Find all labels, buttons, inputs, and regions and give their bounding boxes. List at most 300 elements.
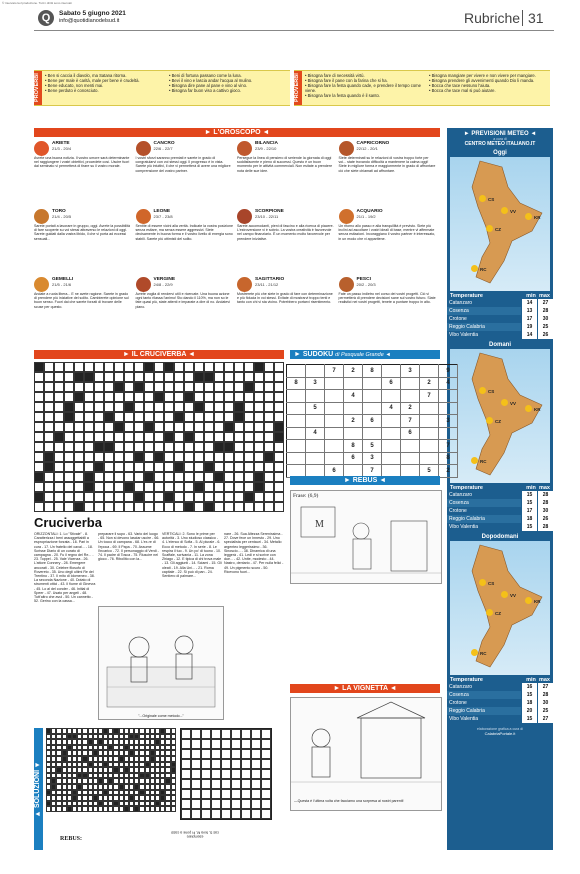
crossword-cell[interactable] xyxy=(64,372,74,382)
crossword-cell[interactable] xyxy=(224,412,234,422)
crossword-cell[interactable] xyxy=(94,452,104,462)
sudoku-cell[interactable] xyxy=(325,452,344,465)
crossword-cell[interactable] xyxy=(184,462,194,472)
crossword-cell[interactable] xyxy=(34,452,44,462)
crossword-cell[interactable] xyxy=(214,412,224,422)
crossword-cell[interactable] xyxy=(244,452,254,462)
sudoku-cell[interactable]: 4 xyxy=(306,427,325,440)
crossword-cell[interactable] xyxy=(164,462,174,472)
sudoku-cell[interactable] xyxy=(439,427,458,440)
crossword-cell[interactable] xyxy=(144,412,154,422)
crossword-cell[interactable] xyxy=(234,492,244,502)
crossword-cell[interactable] xyxy=(44,472,54,482)
sudoku-cell[interactable] xyxy=(420,452,439,465)
crossword-cell[interactable] xyxy=(194,362,204,372)
crossword-cell[interactable] xyxy=(274,372,284,382)
crossword-cell[interactable] xyxy=(234,452,244,462)
crossword-cell[interactable] xyxy=(224,502,234,512)
crossword-cell[interactable] xyxy=(254,412,264,422)
sudoku-cell[interactable] xyxy=(287,402,306,415)
crossword-cell[interactable] xyxy=(254,442,264,452)
crossword-cell[interactable] xyxy=(164,452,174,462)
crossword-cell[interactable] xyxy=(134,502,144,512)
crossword-cell[interactable] xyxy=(134,482,144,492)
sudoku-cell[interactable] xyxy=(287,427,306,440)
crossword-cell[interactable] xyxy=(224,362,234,372)
crossword-cell[interactable] xyxy=(194,392,204,402)
crossword-cell[interactable] xyxy=(174,362,184,372)
crossword-cell[interactable] xyxy=(234,362,244,372)
crossword-cell[interactable] xyxy=(44,392,54,402)
crossword-cell[interactable] xyxy=(84,492,94,502)
crossword-grid[interactable] xyxy=(34,362,284,512)
crossword-cell[interactable] xyxy=(114,442,124,452)
crossword-cell[interactable] xyxy=(64,492,74,502)
crossword-cell[interactable] xyxy=(34,372,44,382)
crossword-cell[interactable] xyxy=(164,412,174,422)
crossword-cell[interactable] xyxy=(264,492,274,502)
crossword-cell[interactable] xyxy=(114,392,124,402)
sudoku-cell[interactable] xyxy=(325,377,344,390)
sudoku-cell[interactable] xyxy=(420,415,439,428)
sudoku-cell[interactable]: 6 xyxy=(401,427,420,440)
crossword-cell[interactable] xyxy=(124,382,134,392)
crossword-cell[interactable] xyxy=(124,422,134,432)
crossword-cell[interactable] xyxy=(114,462,124,472)
sudoku-cell[interactable] xyxy=(344,427,363,440)
header-email[interactable]: info@quotidianodelsud.it xyxy=(59,18,120,24)
crossword-cell[interactable] xyxy=(144,402,154,412)
crossword-cell[interactable] xyxy=(214,432,224,442)
crossword-cell[interactable] xyxy=(234,482,244,492)
sudoku-cell[interactable] xyxy=(439,402,458,415)
crossword-cell[interactable] xyxy=(274,462,284,472)
crossword-cell[interactable] xyxy=(244,502,254,512)
crossword-cell[interactable] xyxy=(104,422,114,432)
crossword-cell[interactable] xyxy=(64,382,74,392)
crossword-cell[interactable] xyxy=(84,402,94,412)
sudoku-cell[interactable] xyxy=(363,377,382,390)
crossword-cell[interactable] xyxy=(194,412,204,422)
crossword-cell[interactable] xyxy=(154,412,164,422)
crossword-cell[interactable] xyxy=(274,502,284,512)
crossword-cell[interactable] xyxy=(214,362,224,372)
sudoku-cell[interactable] xyxy=(382,415,401,428)
crossword-cell[interactable] xyxy=(74,412,84,422)
crossword-cell[interactable] xyxy=(184,412,194,422)
crossword-cell[interactable] xyxy=(264,392,274,402)
crossword-cell[interactable] xyxy=(74,442,84,452)
crossword-cell[interactable] xyxy=(44,422,54,432)
crossword-cell[interactable] xyxy=(164,372,174,382)
crossword-cell[interactable] xyxy=(54,362,64,372)
crossword-cell[interactable] xyxy=(244,442,254,452)
crossword-cell[interactable] xyxy=(234,472,244,482)
crossword-cell[interactable] xyxy=(134,462,144,472)
crossword-cell[interactable] xyxy=(74,482,84,492)
sudoku-cell[interactable] xyxy=(401,377,420,390)
sudoku-cell[interactable] xyxy=(344,402,363,415)
crossword-cell[interactable] xyxy=(274,402,284,412)
crossword-cell[interactable] xyxy=(54,372,64,382)
crossword-cell[interactable] xyxy=(194,492,204,502)
sudoku-cell[interactable]: 3 xyxy=(306,377,325,390)
crossword-cell[interactable] xyxy=(224,372,234,382)
crossword-cell[interactable] xyxy=(174,382,184,392)
crossword-cell[interactable] xyxy=(164,482,174,492)
crossword-cell[interactable] xyxy=(254,372,264,382)
sudoku-cell[interactable]: 8 xyxy=(363,365,382,378)
sudoku-cell[interactable] xyxy=(306,440,325,453)
crossword-cell[interactable] xyxy=(134,472,144,482)
sudoku-cell[interactable]: 7 xyxy=(420,390,439,403)
crossword-cell[interactable] xyxy=(54,482,64,492)
crossword-cell[interactable] xyxy=(124,502,134,512)
sudoku-cell[interactable] xyxy=(287,440,306,453)
sudoku-cell[interactable] xyxy=(420,402,439,415)
crossword-cell[interactable] xyxy=(184,452,194,462)
crossword-cell[interactable] xyxy=(34,462,44,472)
crossword-cell[interactable] xyxy=(174,372,184,382)
crossword-cell[interactable] xyxy=(104,492,114,502)
sudoku-cell[interactable]: 4 xyxy=(439,377,458,390)
crossword-cell[interactable] xyxy=(204,492,214,502)
crossword-cell[interactable] xyxy=(264,412,274,422)
sudoku-cell[interactable]: 7 xyxy=(401,415,420,428)
crossword-cell[interactable] xyxy=(174,442,184,452)
sudoku-cell[interactable]: 6 xyxy=(325,465,344,478)
crossword-cell[interactable] xyxy=(194,502,204,512)
crossword-cell[interactable] xyxy=(54,442,64,452)
crossword-cell[interactable] xyxy=(134,442,144,452)
crossword-cell[interactable] xyxy=(194,382,204,392)
crossword-cell[interactable] xyxy=(174,492,184,502)
crossword-cell[interactable] xyxy=(194,442,204,452)
crossword-cell[interactable] xyxy=(54,502,64,512)
crossword-cell[interactable] xyxy=(74,432,84,442)
crossword-cell[interactable] xyxy=(64,432,74,442)
crossword-cell[interactable] xyxy=(264,432,274,442)
crossword-cell[interactable] xyxy=(104,452,114,462)
crossword-cell[interactable] xyxy=(64,472,74,482)
sudoku-cell[interactable] xyxy=(439,390,458,403)
crossword-cell[interactable] xyxy=(184,442,194,452)
sudoku-cell[interactable] xyxy=(306,365,325,378)
crossword-cell[interactable] xyxy=(254,432,264,442)
crossword-cell[interactable] xyxy=(164,502,174,512)
crossword-cell[interactable] xyxy=(44,412,54,422)
crossword-cell[interactable] xyxy=(224,472,234,482)
crossword-cell[interactable] xyxy=(84,432,94,442)
crossword-cell[interactable] xyxy=(104,462,114,472)
crossword-cell[interactable] xyxy=(54,462,64,472)
crossword-cell[interactable] xyxy=(64,442,74,452)
crossword-cell[interactable] xyxy=(244,362,254,372)
crossword-cell[interactable] xyxy=(274,392,284,402)
crossword-cell[interactable] xyxy=(74,402,84,412)
crossword-cell[interactable] xyxy=(234,392,244,402)
sudoku-cell[interactable]: 8 xyxy=(344,440,363,453)
sudoku-cell[interactable]: 3 xyxy=(401,365,420,378)
crossword-cell[interactable] xyxy=(44,502,54,512)
crossword-cell[interactable] xyxy=(204,412,214,422)
crossword-cell[interactable] xyxy=(124,412,134,422)
crossword-cell[interactable] xyxy=(204,482,214,492)
sudoku-cell[interactable]: 7 xyxy=(439,440,458,453)
crossword-cell[interactable] xyxy=(214,462,224,472)
crossword-cell[interactable] xyxy=(44,482,54,492)
crossword-cell[interactable] xyxy=(194,432,204,442)
crossword-cell[interactable] xyxy=(144,432,154,442)
sudoku-cell[interactable]: 9 xyxy=(439,365,458,378)
sudoku-cell[interactable] xyxy=(287,415,306,428)
sudoku-cell[interactable] xyxy=(287,452,306,465)
crossword-cell[interactable] xyxy=(34,442,44,452)
crossword-cell[interactable] xyxy=(94,422,104,432)
crossword-cell[interactable] xyxy=(204,362,214,372)
crossword-cell[interactable] xyxy=(244,392,254,402)
sudoku-cell[interactable] xyxy=(420,440,439,453)
sudoku-cell[interactable]: 2 xyxy=(420,377,439,390)
crossword-cell[interactable] xyxy=(234,432,244,442)
crossword-cell[interactable] xyxy=(244,472,254,482)
crossword-cell[interactable] xyxy=(104,392,114,402)
sudoku-cell[interactable] xyxy=(306,390,325,403)
crossword-cell[interactable] xyxy=(254,402,264,412)
sudoku-cell[interactable] xyxy=(306,415,325,428)
crossword-cell[interactable] xyxy=(244,432,254,442)
crossword-cell[interactable] xyxy=(104,472,114,482)
crossword-cell[interactable] xyxy=(164,402,174,412)
crossword-cell[interactable] xyxy=(154,382,164,392)
crossword-cell[interactable] xyxy=(274,472,284,482)
crossword-cell[interactable] xyxy=(134,402,144,412)
crossword-cell[interactable] xyxy=(94,372,104,382)
crossword-cell[interactable] xyxy=(164,392,174,402)
crossword-cell[interactable] xyxy=(194,452,204,462)
crossword-cell[interactable] xyxy=(124,462,134,472)
crossword-cell[interactable] xyxy=(64,452,74,462)
crossword-cell[interactable] xyxy=(74,492,84,502)
crossword-cell[interactable] xyxy=(204,432,214,442)
crossword-cell[interactable] xyxy=(34,432,44,442)
crossword-cell[interactable] xyxy=(274,412,284,422)
crossword-cell[interactable] xyxy=(264,362,274,372)
sudoku-cell[interactable] xyxy=(306,452,325,465)
crossword-cell[interactable] xyxy=(54,422,64,432)
sudoku-cell[interactable] xyxy=(401,440,420,453)
crossword-cell[interactable] xyxy=(244,372,254,382)
crossword-cell[interactable] xyxy=(154,502,164,512)
crossword-cell[interactable] xyxy=(34,402,44,412)
crossword-cell[interactable] xyxy=(94,412,104,422)
sudoku-cell[interactable] xyxy=(325,440,344,453)
crossword-cell[interactable] xyxy=(194,472,204,482)
crossword-cell[interactable] xyxy=(64,392,74,402)
sudoku-cell[interactable]: 7 xyxy=(363,465,382,478)
crossword-cell[interactable] xyxy=(154,492,164,502)
crossword-cell[interactable] xyxy=(244,422,254,432)
crossword-cell[interactable] xyxy=(64,482,74,492)
crossword-cell[interactable] xyxy=(104,372,114,382)
crossword-cell[interactable] xyxy=(64,462,74,472)
crossword-cell[interactable] xyxy=(204,382,214,392)
crossword-cell[interactable] xyxy=(154,402,164,412)
crossword-cell[interactable] xyxy=(54,392,64,402)
crossword-cell[interactable] xyxy=(264,422,274,432)
crossword-cell[interactable] xyxy=(264,472,274,482)
crossword-cell[interactable] xyxy=(74,472,84,482)
crossword-cell[interactable] xyxy=(44,432,54,442)
sudoku-cell[interactable]: 7 xyxy=(325,365,344,378)
crossword-cell[interactable] xyxy=(204,392,214,402)
crossword-cell[interactable] xyxy=(134,372,144,382)
crossword-cell[interactable] xyxy=(154,462,164,472)
crossword-cell[interactable] xyxy=(154,442,164,452)
crossword-cell[interactable] xyxy=(114,362,124,372)
crossword-cell[interactable] xyxy=(144,382,154,392)
crossword-cell[interactable] xyxy=(74,462,84,472)
crossword-cell[interactable] xyxy=(184,492,194,502)
crossword-cell[interactable] xyxy=(264,482,274,492)
crossword-cell[interactable] xyxy=(124,362,134,372)
crossword-cell[interactable] xyxy=(134,392,144,402)
crossword-cell[interactable] xyxy=(274,382,284,392)
crossword-cell[interactable] xyxy=(44,362,54,372)
crossword-cell[interactable] xyxy=(124,372,134,382)
crossword-cell[interactable] xyxy=(264,372,274,382)
sudoku-cell[interactable]: 8 xyxy=(439,452,458,465)
crossword-cell[interactable] xyxy=(94,502,104,512)
crossword-cell[interactable] xyxy=(214,482,224,492)
crossword-cell[interactable] xyxy=(274,452,284,462)
crossword-cell[interactable] xyxy=(34,502,44,512)
crossword-cell[interactable] xyxy=(184,382,194,392)
crossword-cell[interactable] xyxy=(244,462,254,472)
crossword-cell[interactable] xyxy=(174,392,184,402)
crossword-cell[interactable] xyxy=(264,442,274,452)
crossword-cell[interactable] xyxy=(134,362,144,372)
crossword-cell[interactable] xyxy=(244,402,254,412)
crossword-cell[interactable] xyxy=(264,502,274,512)
sudoku-cell[interactable]: 5 xyxy=(306,402,325,415)
crossword-cell[interactable] xyxy=(174,472,184,482)
crossword-cell[interactable] xyxy=(74,452,84,462)
crossword-cell[interactable] xyxy=(94,402,104,412)
crossword-cell[interactable] xyxy=(254,502,264,512)
crossword-cell[interactable] xyxy=(44,372,54,382)
crossword-cell[interactable] xyxy=(54,492,64,502)
crossword-cell[interactable] xyxy=(214,372,224,382)
crossword-cell[interactable] xyxy=(144,372,154,382)
sudoku-grid[interactable] xyxy=(286,364,458,478)
crossword-cell[interactable] xyxy=(124,432,134,442)
crossword-cell[interactable] xyxy=(94,492,104,502)
crossword-cell[interactable] xyxy=(84,502,94,512)
crossword-cell[interactable] xyxy=(74,422,84,432)
crossword-cell[interactable] xyxy=(274,362,284,372)
crossword-cell[interactable] xyxy=(84,462,94,472)
crossword-cell[interactable] xyxy=(144,502,154,512)
sudoku-cell[interactable]: 2 xyxy=(344,365,363,378)
sudoku-cell[interactable] xyxy=(325,390,344,403)
crossword-cell[interactable] xyxy=(224,462,234,472)
sudoku-cell[interactable]: 3 xyxy=(363,452,382,465)
sudoku-cell[interactable]: 6 xyxy=(363,415,382,428)
crossword-cell[interactable] xyxy=(94,432,104,442)
crossword-cell[interactable] xyxy=(204,472,214,482)
crossword-cell[interactable] xyxy=(114,492,124,502)
crossword-cell[interactable] xyxy=(144,482,154,492)
crossword-cell[interactable] xyxy=(244,412,254,422)
sudoku-cell[interactable] xyxy=(401,390,420,403)
crossword-cell[interactable] xyxy=(124,392,134,402)
crossword-cell[interactable] xyxy=(84,412,94,422)
crossword-cell[interactable] xyxy=(164,442,174,452)
crossword-cell[interactable] xyxy=(164,422,174,432)
crossword-cell[interactable] xyxy=(224,402,234,412)
crossword-cell[interactable] xyxy=(254,492,264,502)
crossword-cell[interactable] xyxy=(164,472,174,482)
crossword-cell[interactable] xyxy=(274,482,284,492)
sudoku-cell[interactable] xyxy=(382,390,401,403)
crossword-cell[interactable] xyxy=(54,382,64,392)
crossword-cell[interactable] xyxy=(144,462,154,472)
sudoku-cell[interactable] xyxy=(325,427,344,440)
crossword-cell[interactable] xyxy=(184,422,194,432)
crossword-cell[interactable] xyxy=(114,372,124,382)
sudoku-cell[interactable]: 5 xyxy=(420,465,439,478)
crossword-cell[interactable] xyxy=(234,372,244,382)
crossword-cell[interactable] xyxy=(224,492,234,502)
crossword-cell[interactable] xyxy=(174,502,184,512)
crossword-cell[interactable] xyxy=(54,412,64,422)
sudoku-cell[interactable] xyxy=(287,390,306,403)
crossword-cell[interactable] xyxy=(74,362,84,372)
crossword-cell[interactable] xyxy=(54,402,64,412)
crossword-cell[interactable] xyxy=(114,412,124,422)
crossword-cell[interactable] xyxy=(254,422,264,432)
crossword-cell[interactable] xyxy=(84,422,94,432)
crossword-cell[interactable] xyxy=(44,402,54,412)
crossword-cell[interactable] xyxy=(144,492,154,502)
crossword-cell[interactable] xyxy=(224,482,234,492)
crossword-cell[interactable] xyxy=(104,502,114,512)
crossword-cell[interactable] xyxy=(254,392,264,402)
crossword-cell[interactable] xyxy=(224,452,234,462)
crossword-cell[interactable] xyxy=(134,432,144,442)
sudoku-cell[interactable]: 8 xyxy=(287,377,306,390)
crossword-cell[interactable] xyxy=(204,452,214,462)
crossword-cell[interactable] xyxy=(64,502,74,512)
crossword-cell[interactable] xyxy=(194,462,204,472)
crossword-cell[interactable] xyxy=(114,432,124,442)
crossword-cell[interactable] xyxy=(274,442,284,452)
crossword-cell[interactable] xyxy=(114,482,124,492)
crossword-cell[interactable] xyxy=(214,402,224,412)
sudoku-cell[interactable] xyxy=(382,440,401,453)
crossword-cell[interactable] xyxy=(224,392,234,402)
crossword-cell[interactable] xyxy=(144,442,154,452)
sudoku-cell[interactable]: 4 xyxy=(382,402,401,415)
crossword-cell[interactable] xyxy=(124,442,134,452)
crossword-cell[interactable] xyxy=(114,472,124,482)
sudoku-cell[interactable]: 6 xyxy=(382,377,401,390)
crossword-cell[interactable] xyxy=(154,362,164,372)
crossword-cell[interactable] xyxy=(264,402,274,412)
sudoku-cell[interactable] xyxy=(420,365,439,378)
crossword-cell[interactable] xyxy=(234,382,244,392)
